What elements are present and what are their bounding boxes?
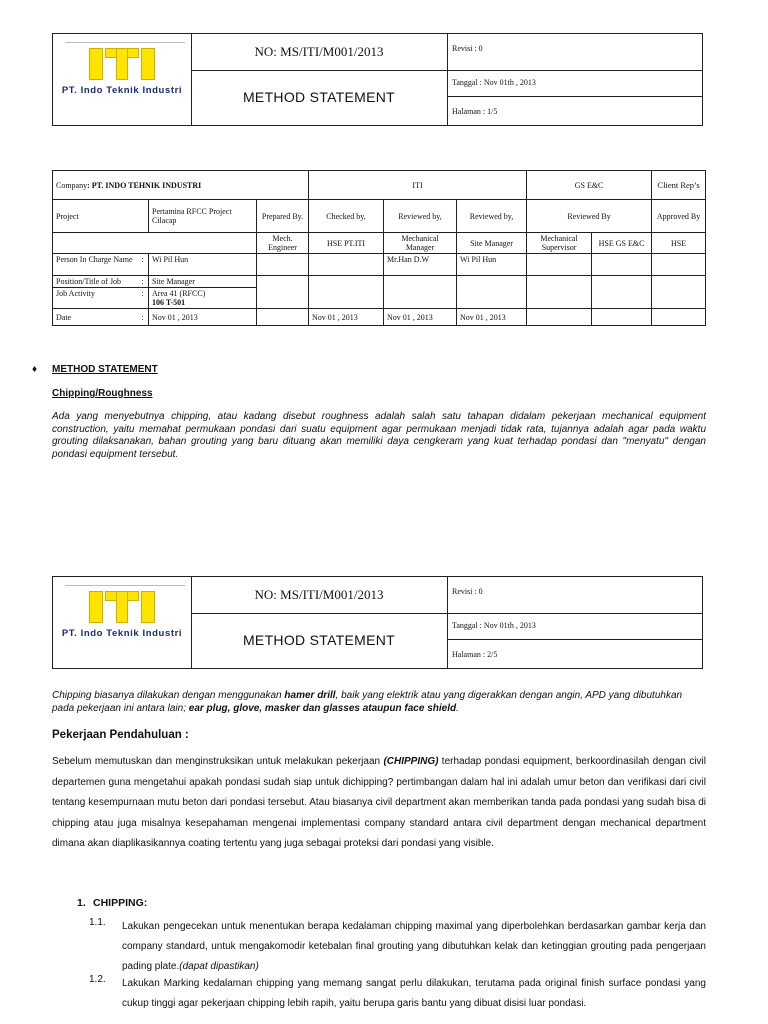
pendahuluan-heading: Pekerjaan Pendahuluan : xyxy=(52,729,189,741)
logo-company-name: PT. Indo Teknik Industri xyxy=(61,85,183,96)
reviewed-by-gs: Reviewed By xyxy=(527,200,652,233)
role-hse-iti: HSE PT.ITI xyxy=(309,233,384,254)
role-site-manager: Site Manager xyxy=(457,233,527,254)
list-heading: CHIPPING: xyxy=(93,897,148,909)
approved-by: Approved By xyxy=(652,200,706,233)
item-1-1-text: Lakukan pengecekan untuk menentukan berapa kedalaman chipping maximal yang diperbolehkan berdasarkan gambar kerja dan company standard, untuk mengakomodir ketebalan final grouting yang dibutuhkan kelak dan ketinggian grouting pada pengerjaan pading plate.(dapat dipastikan) xyxy=(122,921,706,972)
name-mech-manager: Mr.Han D.W xyxy=(384,254,457,276)
project-value: Pertamina RFCC Project Cilacap xyxy=(149,200,257,233)
date-label: Date xyxy=(53,309,139,326)
item-1-1-number: 1.1. xyxy=(89,917,106,928)
project-label: Project xyxy=(53,200,149,233)
company-cell: Company: PT. INDO TEHNIK INDUSTRI xyxy=(53,171,309,200)
position-label: Position/Title of Job xyxy=(53,276,139,288)
document-header xyxy=(52,33,703,126)
page-number: Halaman : 2/5 xyxy=(452,650,498,659)
approval-table: Company: PT. INDO TEHNIK INDUSTRI ITI GS E&C Client Rep’s Project Pertamina RFCC Project Cilacap Prepared By. Checked by, Reviewed by, Reviewed by, Reviewed By Approved By Mech. Engineer HSE PT.ITI Mechanical Manager Site Manager Mechanical Supervisor HSE GS E&C HSE Person In Charge Name : Wi Pil Hun Mr.Han D.W Wi Pil Hun Position/Title of Job : Site Manager Job Activity : Area 41 (RFCC) 106 T-501 Date : Nov 01 , 2013 Nov 01 , 2013 Nov 01 , 2013 Nov 01 , 2013 xyxy=(52,170,706,326)
person-value: Wi Pil Hun xyxy=(149,254,257,276)
item-1-2-number: 1.2. xyxy=(89,974,106,985)
revision: Revisi : 0 xyxy=(452,44,483,53)
date-issued: Tanggal : Nov 01th , 2013 xyxy=(452,621,536,630)
revision: Revisi : 0 xyxy=(452,587,483,596)
item-1-2-text: Lakukan Marking kedalaman chipping yang memang sangat perlu dilakukan, terutama pada original finish surface pondasi yang cukup tinggi agar pekerjaan chipping lebih rapih, yaitu berupa garis bantu yang dibuat disisi luar pondasi. xyxy=(122,978,706,1009)
iti-logo-icon xyxy=(89,591,155,623)
gs-column-header: GS E&C xyxy=(527,171,652,200)
page-number: Halaman : 1/5 xyxy=(452,107,498,116)
chipping-tools-paragraph: Chipping biasanya dilakukan dengan menggunakan hamer drill, baik yang elektrik atau yang digerakkan dengan angin, APD yang dibutuhkan pada pekerjaan ini antara lain; ear plug, glove, masker dan glasses ataupun face shield. xyxy=(52,690,683,714)
checked-by: Checked by, xyxy=(309,200,384,233)
date-checked: Nov 01 , 2013 xyxy=(309,309,384,326)
client-column-header: Client Rep’s xyxy=(652,171,706,200)
document-header-page-2 xyxy=(52,576,703,669)
logo-company-name: PT. Indo Teknik Industri xyxy=(61,628,183,639)
iti-column-header: ITI xyxy=(309,171,527,200)
name-site-manager: Wi Pil Hun xyxy=(457,254,527,276)
company-logo xyxy=(53,34,192,125)
person-label: Person In Charge Name xyxy=(53,254,139,276)
pendahuluan-paragraph: Sebelum memutuskan dan menginstruksikan untuk melakukan pekerjaan (CHIPPING) terhadap pondasi equipment, berkoordinasilah dengan civil departemen guna mengetahui apakah pondasi sudah siap untuk dichipping? pertimbangan dalam hal ini adalah umur beton dan verifikasi dari civil tentang kesempurnaan mutu beton dari pondasi tersebut. Atau biasanya civil department akan memberikan tanda pada pondasi yang sudah bisa di chipping atau juga misalnya kesepahaman mengenai implementasi company standard antara civil department dengan mechanical department dimana akan diaplikasikannya coating tertentu yang juga sebagai proteksi dari pondasi yang visible. xyxy=(52,756,706,850)
section-heading: METHOD STATEMENT xyxy=(52,364,158,375)
role-mech-manager: Mechanical Manager xyxy=(384,233,457,254)
date-reviewed-1: Nov 01 , 2013 xyxy=(384,309,457,326)
document-number: NO: MS/ITI/M001/2013 xyxy=(191,34,447,71)
reviewed-by-1: Reviewed by, xyxy=(384,200,457,233)
date-value: Nov 01 , 2013 xyxy=(149,309,257,326)
chipping-intro-paragraph: Ada yang menyebutnya chipping, atau kadang disebut roughness adalah salah satu tahapan didalam pekerjaan mechanical equipment construction, yaitu memahat permukaan pondasi dari suatu equipment agar permukaan menjadi tidak rata, tujannya adalah agar pada waktu grouting dilaksanakan, bahan grouting yang baru dituang akan memiliki daya cengkeram yang kuat terhadap pondasi dan "menyatu" dengan pondasi equipment tersebut. xyxy=(52,411,706,460)
document-number: NO: MS/ITI/M001/2013 xyxy=(191,577,447,614)
company-logo xyxy=(53,577,192,668)
job-value: Area 41 (RFCC) 106 T-501 xyxy=(149,288,257,309)
bullet-icon: ♦ xyxy=(32,364,38,375)
job-label: Job Activity xyxy=(53,288,139,309)
list-number: 1. xyxy=(77,897,86,909)
role-hse-gs: HSE GS E&C xyxy=(592,233,652,254)
document-title: METHOD STATEMENT xyxy=(242,89,396,105)
iti-logo-icon xyxy=(89,48,155,80)
document-title: METHOD STATEMENT xyxy=(242,632,396,648)
reviewed-by-2: Reviewed by, xyxy=(457,200,527,233)
date-issued: Tanggal : Nov 01th , 2013 xyxy=(452,78,536,87)
section-subheading: Chipping/Roughness xyxy=(52,388,153,399)
date-reviewed-2: Nov 01 , 2013 xyxy=(457,309,527,326)
role-mech-supervisor: Mechanical Supervisor xyxy=(527,233,592,254)
role-hse: HSE xyxy=(652,233,706,254)
position-value: Site Manager xyxy=(149,276,257,288)
prepared-by: Prepared By. xyxy=(257,200,309,233)
role-mech-engineer: Mech. Engineer xyxy=(257,233,309,254)
